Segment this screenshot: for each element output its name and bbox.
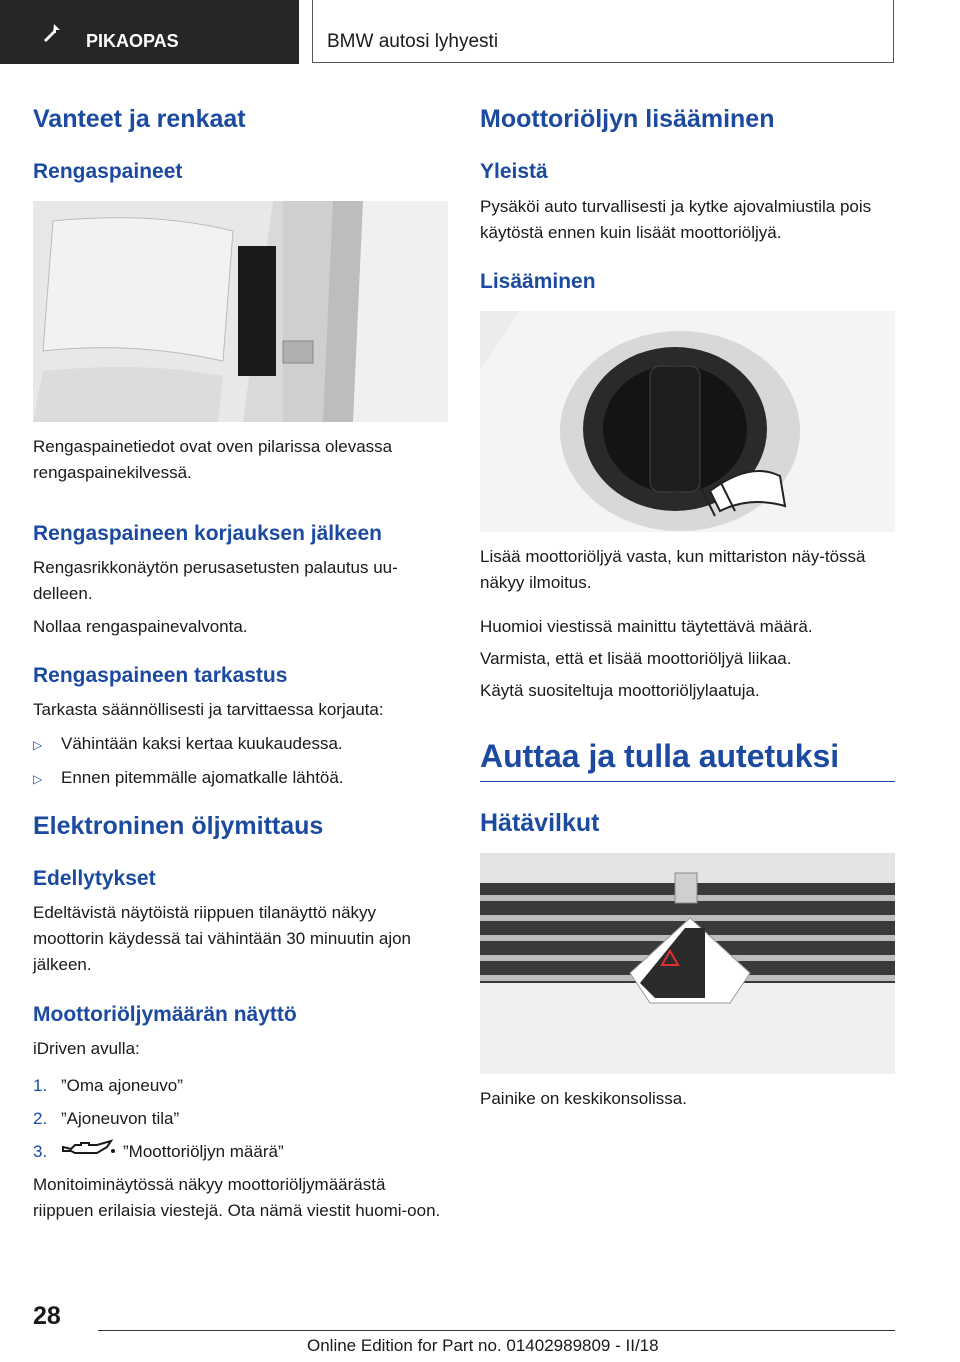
tab-label: PIKAOPAS bbox=[86, 31, 179, 51]
check-text: Tarkasta säännöllisesti ja tarvittaessa korjauta: bbox=[33, 700, 384, 719]
footer-rule bbox=[98, 1330, 895, 1331]
section-title: BMW autosi lyhyesti bbox=[327, 31, 499, 52]
general-subtitle: Yleistä bbox=[480, 160, 548, 183]
adding-text-2: Huomioi viestissä mainittu täytettävä määrä. bbox=[480, 617, 813, 636]
general-text: Pysäköi auto turvallisesti ja kytke ajovalmiustila pois käytöstä ennen kuin lisäät moottoriöljyä. bbox=[480, 197, 872, 242]
oil-measure-title: Elektroninen öljymittaus bbox=[33, 812, 324, 840]
pressure-subtitle: Rengaspaineet bbox=[33, 160, 183, 183]
adding-text-3: Varmista, että et lisää moottoriöljyä liikaa. bbox=[480, 649, 792, 668]
section-tab bbox=[0, 0, 299, 64]
pressure-text: Rengaspainetiedot ovat oven pilarissa olevassa rengaspainekilvessä. bbox=[33, 437, 393, 482]
triangle-bullet-icon: ▷ bbox=[33, 738, 43, 752]
page-header bbox=[0, 0, 960, 66]
oil-level-subtitle: Moottoriöljymäärän näyttö bbox=[33, 1003, 297, 1026]
correction-text-1: Rengasrikkonäytön perusasetusten palautus uu-delleen. bbox=[33, 558, 398, 603]
section-divider bbox=[480, 781, 895, 782]
list-item: 1. ”Oma ajoneuvo” bbox=[33, 1076, 183, 1095]
door-pillar-photo bbox=[33, 201, 448, 422]
oil-filler-cap-photo bbox=[480, 311, 895, 532]
prereq-text: Edeltävistä näytöistä riippuen tilanäyttö näkyy moottorin käydessä tai vähintään 30 minuutin ajon jälkeen. bbox=[33, 903, 412, 974]
help-title: Auttaa ja tulla autetuksi bbox=[480, 738, 840, 774]
add-oil-title: Moottoriöljyn lisääminen bbox=[480, 105, 775, 133]
correction-subtitle: Rengaspaineen korjauksen jälkeen bbox=[33, 522, 382, 545]
list-item: 3. ”Moottoriöljyn määrä” bbox=[33, 1139, 284, 1165]
page-number: 28 bbox=[33, 1302, 61, 1330]
tires-title: Vanteet ja renkaat bbox=[33, 105, 246, 133]
oil-can-icon bbox=[61, 1139, 117, 1161]
correction-text-2: Nollaa rengaspainevalvonta. bbox=[33, 617, 248, 636]
wrench-icon bbox=[40, 22, 62, 44]
list-item: ▷ Ennen pitemmälle ajomatkalle lähtöä. bbox=[33, 765, 344, 792]
section-title-box bbox=[312, 0, 894, 63]
triangle-bullet-icon: ▷ bbox=[33, 772, 43, 786]
list-item: 2. ”Ajoneuvon tila” bbox=[33, 1109, 180, 1128]
hazard-text: Painike on keskikonsolissa. bbox=[480, 1089, 687, 1108]
list-item: ▷ Vähintään kaksi kertaa kuukaudessa. bbox=[33, 731, 343, 758]
level-intro: iDriven avulla: bbox=[33, 1039, 140, 1058]
adding-text-4: Käytä suositeltuja moottoriöljylaatuja. bbox=[480, 681, 760, 700]
hazard-button-photo bbox=[480, 853, 895, 1074]
prereq-subtitle: Edellytykset bbox=[33, 867, 156, 890]
edition-note: Online Edition for Part no. 01402989809 - II/18 bbox=[307, 1336, 659, 1355]
adding-subtitle: Lisääminen bbox=[480, 270, 596, 293]
hazard-subtitle: Hätävilkut bbox=[480, 809, 600, 837]
check-subtitle: Rengaspaineen tarkastus bbox=[33, 664, 288, 687]
level-text: Monitoiminäytössä näkyy moottoriöljymäärästä riippuen erilaisia viestejä. Ota nämä viestit huomi-oon. bbox=[33, 1175, 441, 1220]
adding-text-1: Lisää moottoriöljyä vasta, kun mittariston näy-tössä näkyy ilmoitus. bbox=[480, 547, 866, 592]
